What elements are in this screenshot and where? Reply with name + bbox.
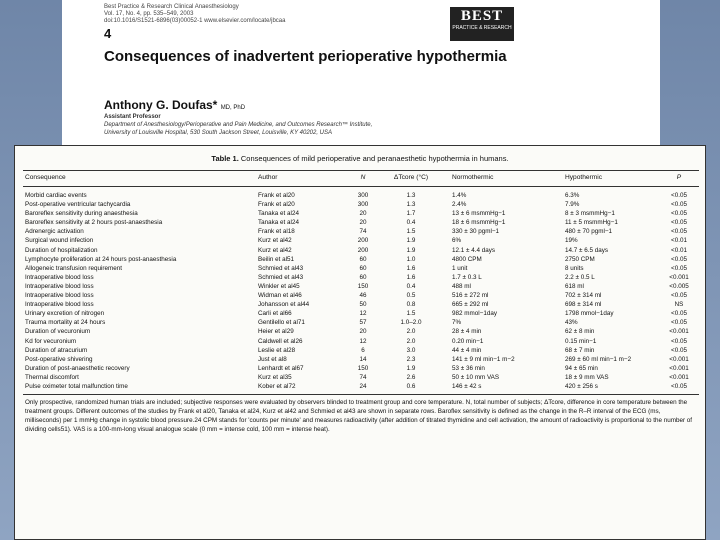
cell-delta-tcore: 1.9 (406, 237, 416, 245)
cell-consequence: Intraoperative blood loss (25, 273, 94, 281)
table-row (15, 246, 705, 255)
cell-author: Heier et al29 (258, 328, 294, 336)
cell-normothermic: 516 ± 272 ml (452, 292, 489, 300)
cell-consequence: Duration of post-anaesthetic recovery (25, 364, 130, 372)
cell-delta-tcore: 1.5 (406, 310, 416, 318)
table-caption (15, 154, 705, 163)
cell-p-value: <0.05 (671, 337, 687, 345)
cell-delta-tcore: 1.6 (406, 264, 416, 272)
cell-p-value: <0.01 (671, 246, 687, 254)
cell-p-value: <0.05 (671, 310, 687, 318)
cell-hypothermic: 43% (565, 319, 578, 327)
cell-n: 74 (359, 228, 367, 236)
cell-consequence: Allogeneic transfusion requirement (25, 264, 122, 272)
cell-p-value: <0.01 (671, 237, 687, 245)
cell-hypothermic: 1798 mmol−1day (565, 310, 614, 318)
cell-author: Kurz et al42 (258, 246, 292, 254)
cell-normothermic: 53 ± 36 min (452, 364, 485, 372)
cell-author: Johansson et al44 (258, 301, 310, 309)
table-row (15, 227, 705, 236)
cell-consequence: Kd for vecuronium (25, 337, 77, 345)
paper-header (62, 0, 660, 145)
cell-delta-tcore: 1.0–2.0 (400, 319, 422, 327)
header-consequence: Consequence (25, 174, 66, 181)
author-degrees: MD, PhD (220, 105, 246, 111)
cell-author: Schmied et al43 (258, 264, 304, 272)
cell-author: Frank et al18 (258, 228, 295, 236)
cell-p-value: <0.05 (671, 219, 687, 227)
cell-p-value: <0.05 (671, 382, 687, 390)
journal-logo (450, 7, 514, 41)
paper-title: Consequences of inadvertent perioperative hypothermia (104, 48, 507, 65)
cell-n: 20 (359, 210, 367, 218)
cell-p-value: <0.05 (671, 292, 687, 300)
cell-hypothermic: 2.2 ± 0.5 L (565, 273, 595, 281)
cell-n: 24 (359, 382, 367, 390)
cell-n: 150 (357, 364, 369, 372)
cell-delta-tcore: 1.3 (406, 201, 416, 209)
cell-consequence: Intraoperative blood loss (25, 292, 94, 300)
cell-hypothermic: 8 ± 3 msmmHg−1 (565, 210, 615, 218)
cell-author: Frank et al20 (258, 201, 295, 209)
cell-delta-tcore: 1.6 (406, 273, 416, 281)
cell-consequence: Post-operative shivering (25, 355, 93, 363)
author-name: Anthony G. Doufas* (104, 98, 218, 112)
cell-hypothermic: 18 ± 9 mm VAS (565, 373, 609, 381)
cell-p-value: <0.05 (671, 346, 687, 354)
cell-n: 20 (359, 328, 367, 336)
cell-delta-tcore: 2.0 (406, 337, 416, 345)
cell-n: 300 (357, 192, 369, 199)
table-row (15, 218, 705, 227)
cell-delta-tcore: 3.0 (406, 346, 416, 354)
header-normothermic: Normothermic (452, 174, 494, 181)
cell-hypothermic: 618 ml (565, 282, 584, 290)
cell-normothermic: 1.4% (452, 192, 467, 199)
cell-consequence: Adrenergic activation (25, 228, 84, 236)
cell-delta-tcore: 1.7 (406, 210, 416, 218)
cell-hypothermic: 14.7 ± 6.5 days (565, 246, 609, 254)
cell-p-value: <0.05 (671, 255, 687, 263)
cell-normothermic: 44 ± 4 min (452, 346, 482, 354)
table-row (15, 309, 705, 318)
cell-n: 50 (359, 301, 367, 309)
header-p: P (676, 174, 682, 181)
cell-normothermic: 50 ± 10 mm VAS (452, 373, 500, 381)
cell-hypothermic: 62 ± 8 min (565, 328, 595, 336)
cell-p-value: <0.001 (669, 355, 689, 363)
cell-delta-tcore: 2.6 (406, 373, 416, 381)
cell-author: Winkler et al45 (258, 282, 300, 290)
cell-consequence: Trauma mortality at 24 hours (25, 319, 106, 327)
cell-normothermic: 7% (452, 319, 462, 327)
cell-author: Frank et al20 (258, 192, 295, 199)
cell-n: 14 (359, 355, 367, 363)
cell-consequence: Thermal discomfort (25, 373, 79, 381)
table-header-row (15, 174, 705, 186)
table-row (15, 264, 705, 273)
cell-consequence: Surgical wound infection (25, 237, 94, 245)
cell-consequence: Baroreflex sensitivity at 2 hours post-anaesthesia (25, 219, 163, 227)
cell-author: Beilin et al51 (258, 255, 295, 263)
cell-n: 74 (359, 373, 367, 381)
cell-consequence: Pulse oximeter total malfunction time (25, 382, 128, 390)
cell-author: Just et al8 (258, 355, 287, 363)
cell-normothermic: 18 ± 6 msmmHg−1 (452, 219, 506, 227)
cell-hypothermic: 19% (565, 237, 578, 245)
cell-normothermic: 4800 CPM (452, 255, 482, 263)
cell-hypothermic: 68 ± 7 min (565, 346, 595, 354)
cell-n: 20 (359, 219, 367, 227)
cell-normothermic: 1 unit (452, 264, 468, 272)
cell-p-value: <0.001 (669, 364, 689, 372)
cell-delta-tcore: 1.9 (406, 364, 416, 372)
table-row (15, 209, 705, 218)
cell-consequence: Duration of atracurium (25, 346, 88, 354)
table-row (15, 236, 705, 245)
table-row (15, 346, 705, 355)
cell-normothermic: 13 ± 6 msmmHg−1 (452, 210, 506, 218)
table-row (15, 300, 705, 309)
author-line (104, 98, 245, 112)
cell-delta-tcore: 2.3 (406, 355, 416, 363)
cell-author: Schmied et al43 (258, 273, 304, 281)
cell-author: Tanaka et al24 (258, 219, 299, 227)
journal-volume: Vol. 17, No. 4, pp. 535–549, 2003 (104, 11, 194, 17)
cell-delta-tcore: 1.9 (406, 246, 416, 254)
table-bottom-rule (23, 394, 699, 395)
cell-p-value: NS (674, 301, 684, 309)
cell-n: 60 (359, 273, 367, 281)
table-row (15, 337, 705, 346)
cell-n: 12 (359, 310, 367, 318)
table-row (15, 364, 705, 373)
cell-p-value: <0.001 (669, 328, 689, 336)
cell-normothermic: 1.7 ± 0.3 L (452, 273, 482, 281)
cell-n: 6 (361, 346, 365, 354)
cell-hypothermic: 2750 CPM (565, 255, 595, 263)
cell-n: 60 (359, 264, 367, 272)
cell-n: 150 (357, 282, 369, 290)
journal-doi: doi:10.1016/S1521-6896(03)00052-1 www.elsevier.com/locate/jbcaa (104, 18, 286, 24)
cell-delta-tcore: 0.6 (406, 382, 416, 390)
cell-normothermic: 6% (452, 237, 462, 245)
table-row (15, 327, 705, 336)
table-row (15, 273, 705, 282)
author-department: Department of Anesthesiology/Perioperative and Pain Medicine, and Outcomes Research™ Institute, (104, 122, 373, 128)
cell-hypothermic: 6.3% (565, 192, 580, 199)
cell-author: Widman et al46 (258, 292, 302, 300)
cell-normothermic: 488 ml (452, 282, 471, 290)
cell-normothermic: 28 ± 4 min (452, 328, 482, 336)
logo-subtext: PRACTICE & RESEARCH (452, 25, 512, 31)
cell-consequence: Morbid cardiac events (25, 192, 87, 199)
cell-delta-tcore: 0.4 (406, 282, 416, 290)
cell-delta-tcore: 1.3 (406, 192, 416, 199)
cell-n: 12 (359, 337, 367, 345)
table-row (15, 355, 705, 364)
cell-author: Kurz et al35 (258, 373, 292, 381)
cell-normothermic: 146 ± 42 s (452, 382, 482, 390)
cell-n: 300 (357, 201, 369, 209)
table-row (15, 373, 705, 382)
cell-consequence: Intraoperative blood loss (25, 301, 94, 309)
cell-p-value: <0.001 (669, 273, 689, 281)
cell-author: Kurz et al42 (258, 237, 292, 245)
cell-author: Leslie et al28 (258, 346, 296, 354)
cell-delta-tcore: 0.4 (406, 219, 416, 227)
cell-hypothermic: 269 ± 60 ml min−1 m−2 (565, 355, 632, 363)
cell-n: 60 (359, 255, 367, 263)
header-n: N (360, 174, 366, 181)
header-author: Author (258, 174, 278, 181)
cell-p-value: <0.05 (671, 210, 687, 218)
author-position: Assistant Professor (104, 114, 161, 120)
table-row (15, 191, 705, 200)
table-row (15, 318, 705, 327)
cell-hypothermic: 11 ± 5 msmmHg−1 (565, 219, 618, 227)
table-row (15, 200, 705, 209)
table-footnote: Only prospective, randomized human trials are included; subjective responses were evaluated by observers blinded to treatment group and core temperature. N, total number of subjects; ΔTcore, difference in core temperature between the treatment groups. Different outcomes of the studies by Frank et al20, Tanaka et al24, Kurz et al42 and Schmied et al43 are shown in separate rows. Baroflex sensitivity is defined as the change in the R–R interval of the ECG (ms, milliseconds) per 1 mmHg change in systolic blood pressure.24 CPM stands for 'counts per minute' and measures radioactivity (after addition of titrated thymidine and cell activation, the amount of radioactivity is proportional to the number of dividing cells51). VAS is a 100-mm-long visual analogue scale (0 mm = intense cold, 100 mm = intense heat). (25, 399, 693, 433)
cell-consequence: Duration of vecuronium (25, 328, 91, 336)
cell-delta-tcore: 0.5 (406, 292, 416, 300)
chapter-number: 4 (104, 26, 112, 41)
cell-hypothermic: 7.9% (565, 201, 580, 209)
cell-consequence: Lymphocyte proliferation at 24 hours post-anaesthesia (25, 255, 177, 263)
cell-p-value: <0.005 (669, 282, 689, 290)
cell-p-value: <0.05 (671, 319, 687, 327)
cell-normothermic: 330 ± 30 pgml−1 (452, 228, 500, 236)
cell-author: Kober et al72 (258, 382, 296, 390)
cell-normothermic: 2.4% (452, 201, 467, 209)
cell-p-value: <0.05 (671, 264, 687, 272)
cell-n: 200 (357, 246, 369, 254)
logo-text: BEST (460, 8, 504, 24)
cell-delta-tcore: 1.0 (406, 255, 416, 263)
cell-normothermic: 982 mmol−1day (452, 310, 497, 318)
cell-consequence: Post-operative ventricular tachycardia (25, 201, 131, 209)
cell-author: Carli et al66 (258, 310, 292, 318)
cell-hypothermic: 420 ± 256 s (565, 382, 598, 390)
cell-n: 200 (357, 237, 369, 245)
cell-consequence: Intraoperative blood loss (25, 282, 94, 290)
table-row (15, 382, 705, 391)
header-delta-tcore: ΔTcore (°C) (393, 174, 429, 181)
table-body (15, 191, 705, 391)
cell-hypothermic: 0.15 min−1 (565, 337, 597, 345)
cell-consequence: Duration of hospitalization (25, 246, 98, 254)
table-header-rule (23, 186, 699, 187)
cell-delta-tcore: 2.0 (406, 328, 416, 336)
cell-hypothermic: 480 ± 70 pgml−1 (565, 228, 613, 236)
cell-hypothermic: 698 ± 314 ml (565, 301, 602, 309)
cell-p-value: <0.05 (671, 201, 687, 209)
cell-hypothermic: 8 units (565, 264, 584, 272)
cell-n: 57 (359, 319, 367, 327)
cell-p-value: <0.05 (671, 228, 687, 236)
table-top-rule (23, 170, 699, 171)
cell-normothermic: 0.20 min−1 (452, 337, 484, 345)
journal-name: Best Practice & Research Clinical Anaesthesiology (104, 4, 239, 10)
cell-hypothermic: 94 ± 65 min (565, 364, 598, 372)
table-row (15, 291, 705, 300)
cell-consequence: Urinary excretion of nitrogen (25, 310, 105, 318)
cell-normothermic: 12.1 ± 4.4 days (452, 246, 496, 254)
cell-author: Caldwell et al26 (258, 337, 303, 345)
header-hypothermic: Hypothermic (565, 174, 603, 181)
author-address: University of Louisville Hospital, 530 South Jackson Street, Louisville, KY 40202, USA (104, 130, 333, 136)
cell-consequence: Baroreflex sensitivity during anaesthesia (25, 210, 138, 218)
cell-author: Lenhardt et al67 (258, 364, 304, 372)
cell-n: 46 (359, 292, 367, 300)
table-label: Table 1. (211, 154, 239, 163)
cell-p-value: <0.001 (669, 373, 689, 381)
table-row (15, 282, 705, 291)
cell-hypothermic: 702 ± 314 ml (565, 292, 602, 300)
cell-delta-tcore: 1.5 (406, 228, 416, 236)
cell-delta-tcore: 0.8 (406, 301, 416, 309)
cell-p-value: <0.05 (671, 192, 687, 199)
table-caption-text: Consequences of mild perioperative and peranaesthetic hypothermia in humans. (240, 154, 509, 163)
cell-author: Tanaka et al24 (258, 210, 299, 218)
table-row (15, 255, 705, 264)
cell-normothermic: 141 ± 9 ml min−1 m−2 (452, 355, 515, 363)
cell-normothermic: 665 ± 292 ml (452, 301, 489, 309)
cell-author: Gentilello et al71 (258, 319, 305, 327)
table-frame (14, 145, 706, 540)
